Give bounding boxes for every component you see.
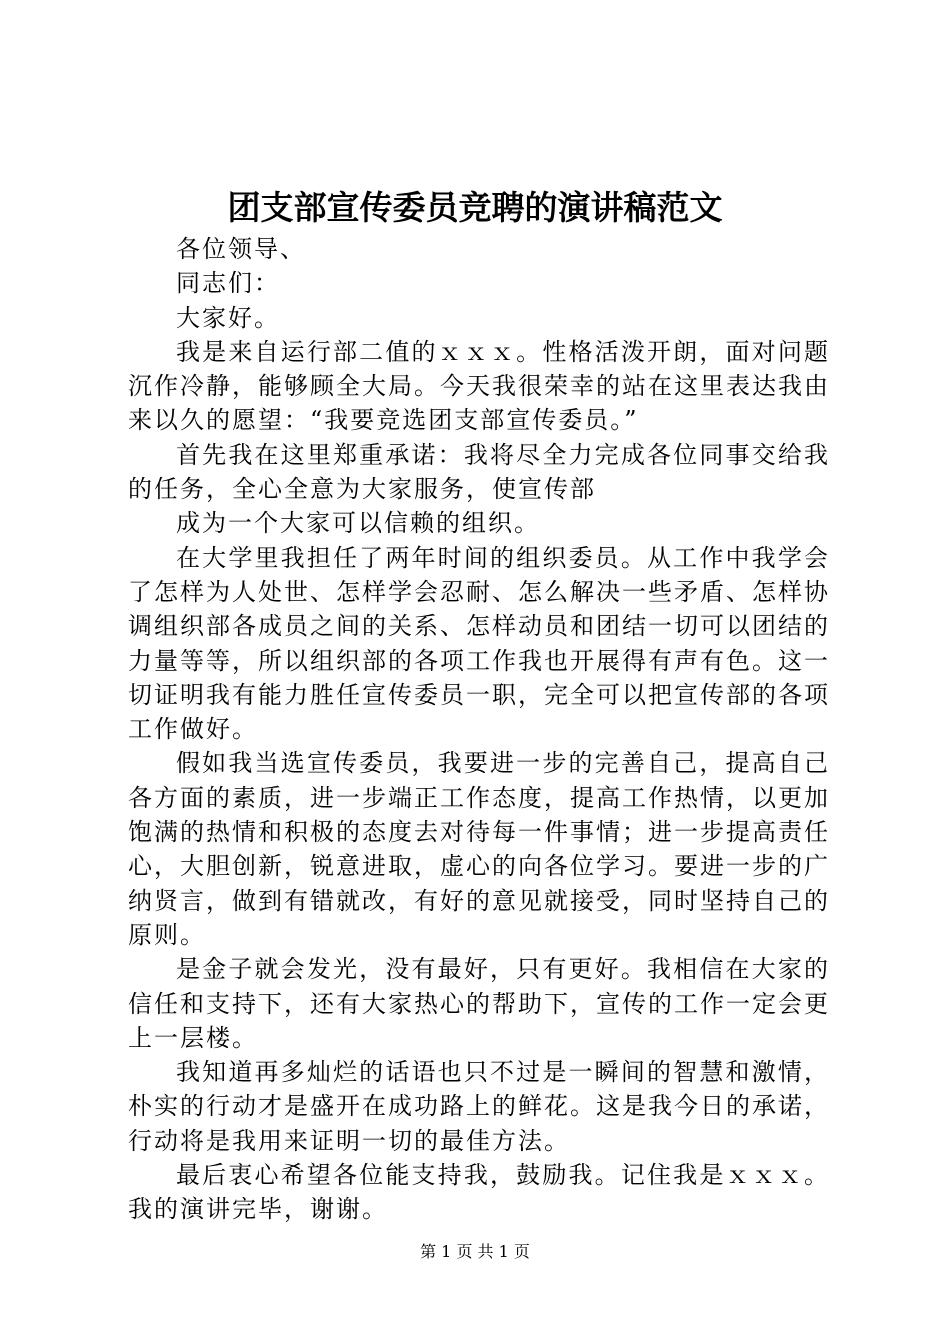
document-body [128, 232, 830, 1227]
paragraph-salutation-1: 各位领导、 [176, 235, 306, 263]
paragraph-closing: 最后衷心希望各位能支持我，鼓励我。记住我是ｘｘｘ。我的演讲完毕，谢谢。 [128, 1161, 830, 1224]
document-title: 团支部宣传委员竞聘的演讲稿范文 [227, 188, 723, 227]
paragraph-experience: 在大学里我担任了两年时间的组织委员。从工作中我学会了怎样为人处世、怎样学会忍耐、怎么解决一些矛盾、怎样协调组织部各成员之间的关系、怎样动员和团结一切可以团结的力量等等，所以组织部的各项工作我也开展得有声有色。这一切证明我有能力胜任宣传委员一职，完全可以把宣传部的各项工作做好。 [128, 543, 830, 744]
paragraph-salutation-2: 同志们： [176, 269, 280, 298]
paragraph-promise: 首先我在这里郑重承诺：我将尽全力完成各位同事交给我的任务，全心全意为大家服务，使宣传部 [128, 440, 830, 504]
paragraph-commitment: 我知道再多灿烂的话语也只不过是一瞬间的智慧和激情，朴实的行动才是盛开在成功路上的鲜花。这是我今日的承诺，行动将是我用来证明一切的最佳方法。 [128, 1058, 830, 1155]
paragraph-confidence: 是金子就会发光，没有最好，只有更好。我相信在大家的信任和支持下，还有大家热心的帮助下，宣传的工作一定会更上一层楼。 [128, 955, 830, 1052]
paragraph-plan: 假如我当选宣传委员，我要进一步的完善自己，提高自己各方面的素质，进一步端正工作态度，提高工作热情，以更加饱满的热情和积极的态度去对待每一件事情；进一步提高责任心，大胆创新，锐意进取，虚心的向各位学习。要进一步的广纳贤言，做到有错就改，有好的意见就接受，同时坚持自己的原则。 [128, 749, 830, 949]
page-footer: 第 1 页 共 1 页 [420, 1242, 530, 1261]
paragraph-introduction: 我是来自运行部二值的ｘｘｘ。性格活泼开朗，面对问题沉作冷静，能够顾全大局。今天我很荣幸的站在这里表达我由来以久的愿望：“我要竞选团支部宣传委员。” [128, 337, 830, 435]
paragraph-promise-continued: 成为一个大家可以信赖的组织。 [176, 509, 540, 538]
paragraph-greeting: 大家好。 [176, 303, 280, 332]
